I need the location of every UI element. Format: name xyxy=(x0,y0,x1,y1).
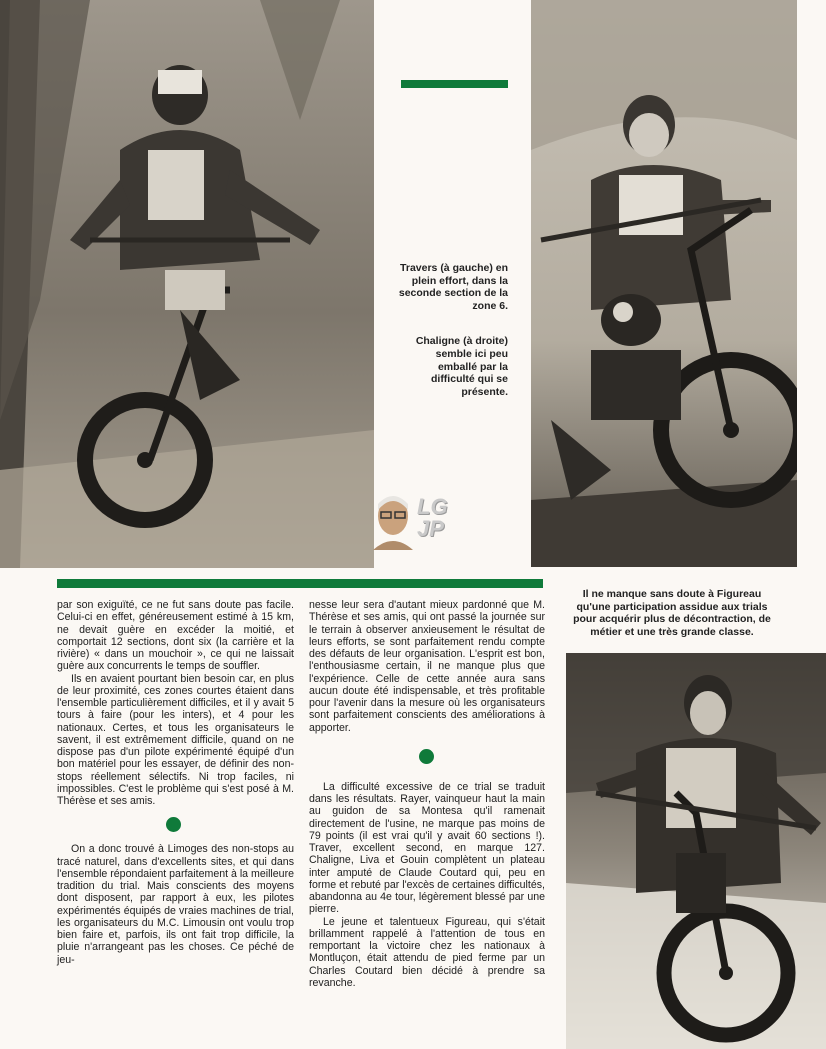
article-column-2 xyxy=(309,599,545,989)
article-paragraph: nesse leur sera d'autant mieux pardonné que M. Thérèse et ses amis, qui ont passé la journée sur le terrain à observer anxieusement le résultat de leurs efforts, se sont parfaitement rendu compte des défauts de leur organisation. L'esprit est bon, l'enthousiasme certain, il ne manque plus que l'expérience. Celle de cette année aura sans aucun doute été indispensable, et très profitable pour l'avenir dans la mesure où les organisateurs sont parfaitement conscients des améliorations à apporter. xyxy=(309,599,545,734)
caption-travers-chaligne xyxy=(394,262,508,398)
photo-figureau-image xyxy=(566,653,826,1049)
caption-chaligne: Chaligne (à droite) semble ici peu emballé par la difficulté qui se présente. xyxy=(415,335,508,398)
article-paragraph: La difficulté excessive de ce trial se traduit dans les résultats. Rayer, vainqueur haut la main au guidon de sa Montesa qu'il ramenait directement de l'usine, ne marque pas moins de 79 points (il est vrai qu'il y avait 60 sections !). Traver, excellent second, en marque 127. Chaligne, Liva et Gouin complètent un plateau inter amputé de Claude Coutard qui, peu en forme et rebuté par l'excès de certaines difficultés, abandonna au 4e tour, légèrement blessé par une pierre. xyxy=(309,780,545,916)
watermark-logo xyxy=(373,490,463,554)
green-rule-article xyxy=(57,579,543,588)
caption-figureau-text: Il ne manque sans doute à Figureau qu'une participation assidue aux trials pour acquérir plus de décontraction, de métier et une très grande classe. xyxy=(573,588,771,638)
watermark-jp: JP xyxy=(417,516,444,541)
photo-chaligne xyxy=(531,0,797,567)
article-paragraph: On a donc trouvé à Limoges des non-stops au tracé naturel, dans d'excellents sites, et qui dans l'ensemble répondaient parfaitement à la meilleure tradition du trial. Mais conscients des moyens dont disposent, par rapport à eux, les pilotes expérimentés équipés de vraies machines de trial, les organisateurs du M.C. Limousin ont voulu trop bien faire et, parfois, ils ont fait trop difficile, la pluie n'arrangeant pas les choses. Ce péché de jeu- xyxy=(57,843,294,966)
article-paragraph: par son exiguïté, ce ne fut sans doute pas facile. Celui-ci en effet, généreusement estimé à 15 km, ne devait guère en excéder la moitié, et comportait 12 sections, dont six (la carrière et la rivière) « dans un mouchoir », ce qui ne laissait guère aux concurrents le temps de souffler. xyxy=(57,599,294,673)
caption-travers: Travers (à gauche) en plein effort, dans la seconde section de la zone 6. xyxy=(398,262,508,312)
watermark-portrait-icon xyxy=(373,492,413,550)
article-paragraph: Ils en avaient pourtant bien besoin car, en plus de leur proximité, ces zones courtes étaient dans l'ensemble particulièrement difficiles, et il y avait 5 tours à faire (pour les inters), et 4 pour les nationaux. Certes, et tous les organisateurs le savent, il est extrêmement difficile, quand on ne dispose pas d'un pilote expérimenté équipé d'un bon matériel pour les essayer, de définir des non-stops réellement sélectifs. Ni trop faciles, ni impossibles. C'est le problème qui s'est posé à M. Thérèse et ses amis. xyxy=(57,672,294,807)
photo-travers xyxy=(0,0,374,568)
section-dot-icon xyxy=(166,817,181,832)
photo-travers-image xyxy=(0,0,374,568)
photo-figureau xyxy=(566,653,826,1049)
caption-figureau xyxy=(566,588,778,638)
green-rule-top xyxy=(401,80,508,88)
section-dot-icon xyxy=(419,749,434,764)
photo-chaligne-image xyxy=(531,0,797,567)
section-dot xyxy=(57,807,294,843)
section-dot xyxy=(309,734,545,781)
article-paragraph: Le jeune et talentueux Figureau, qui s'était brillamment rappelé à l'attention de tous en remportant la victoire chez les nationaux à Montluçon, était attendu de pied ferme par un Charles Coutard bien décidé à prendre sa revanche. xyxy=(309,915,545,989)
watermark-lg: LG xyxy=(417,494,448,519)
article-column-1 xyxy=(57,599,294,966)
